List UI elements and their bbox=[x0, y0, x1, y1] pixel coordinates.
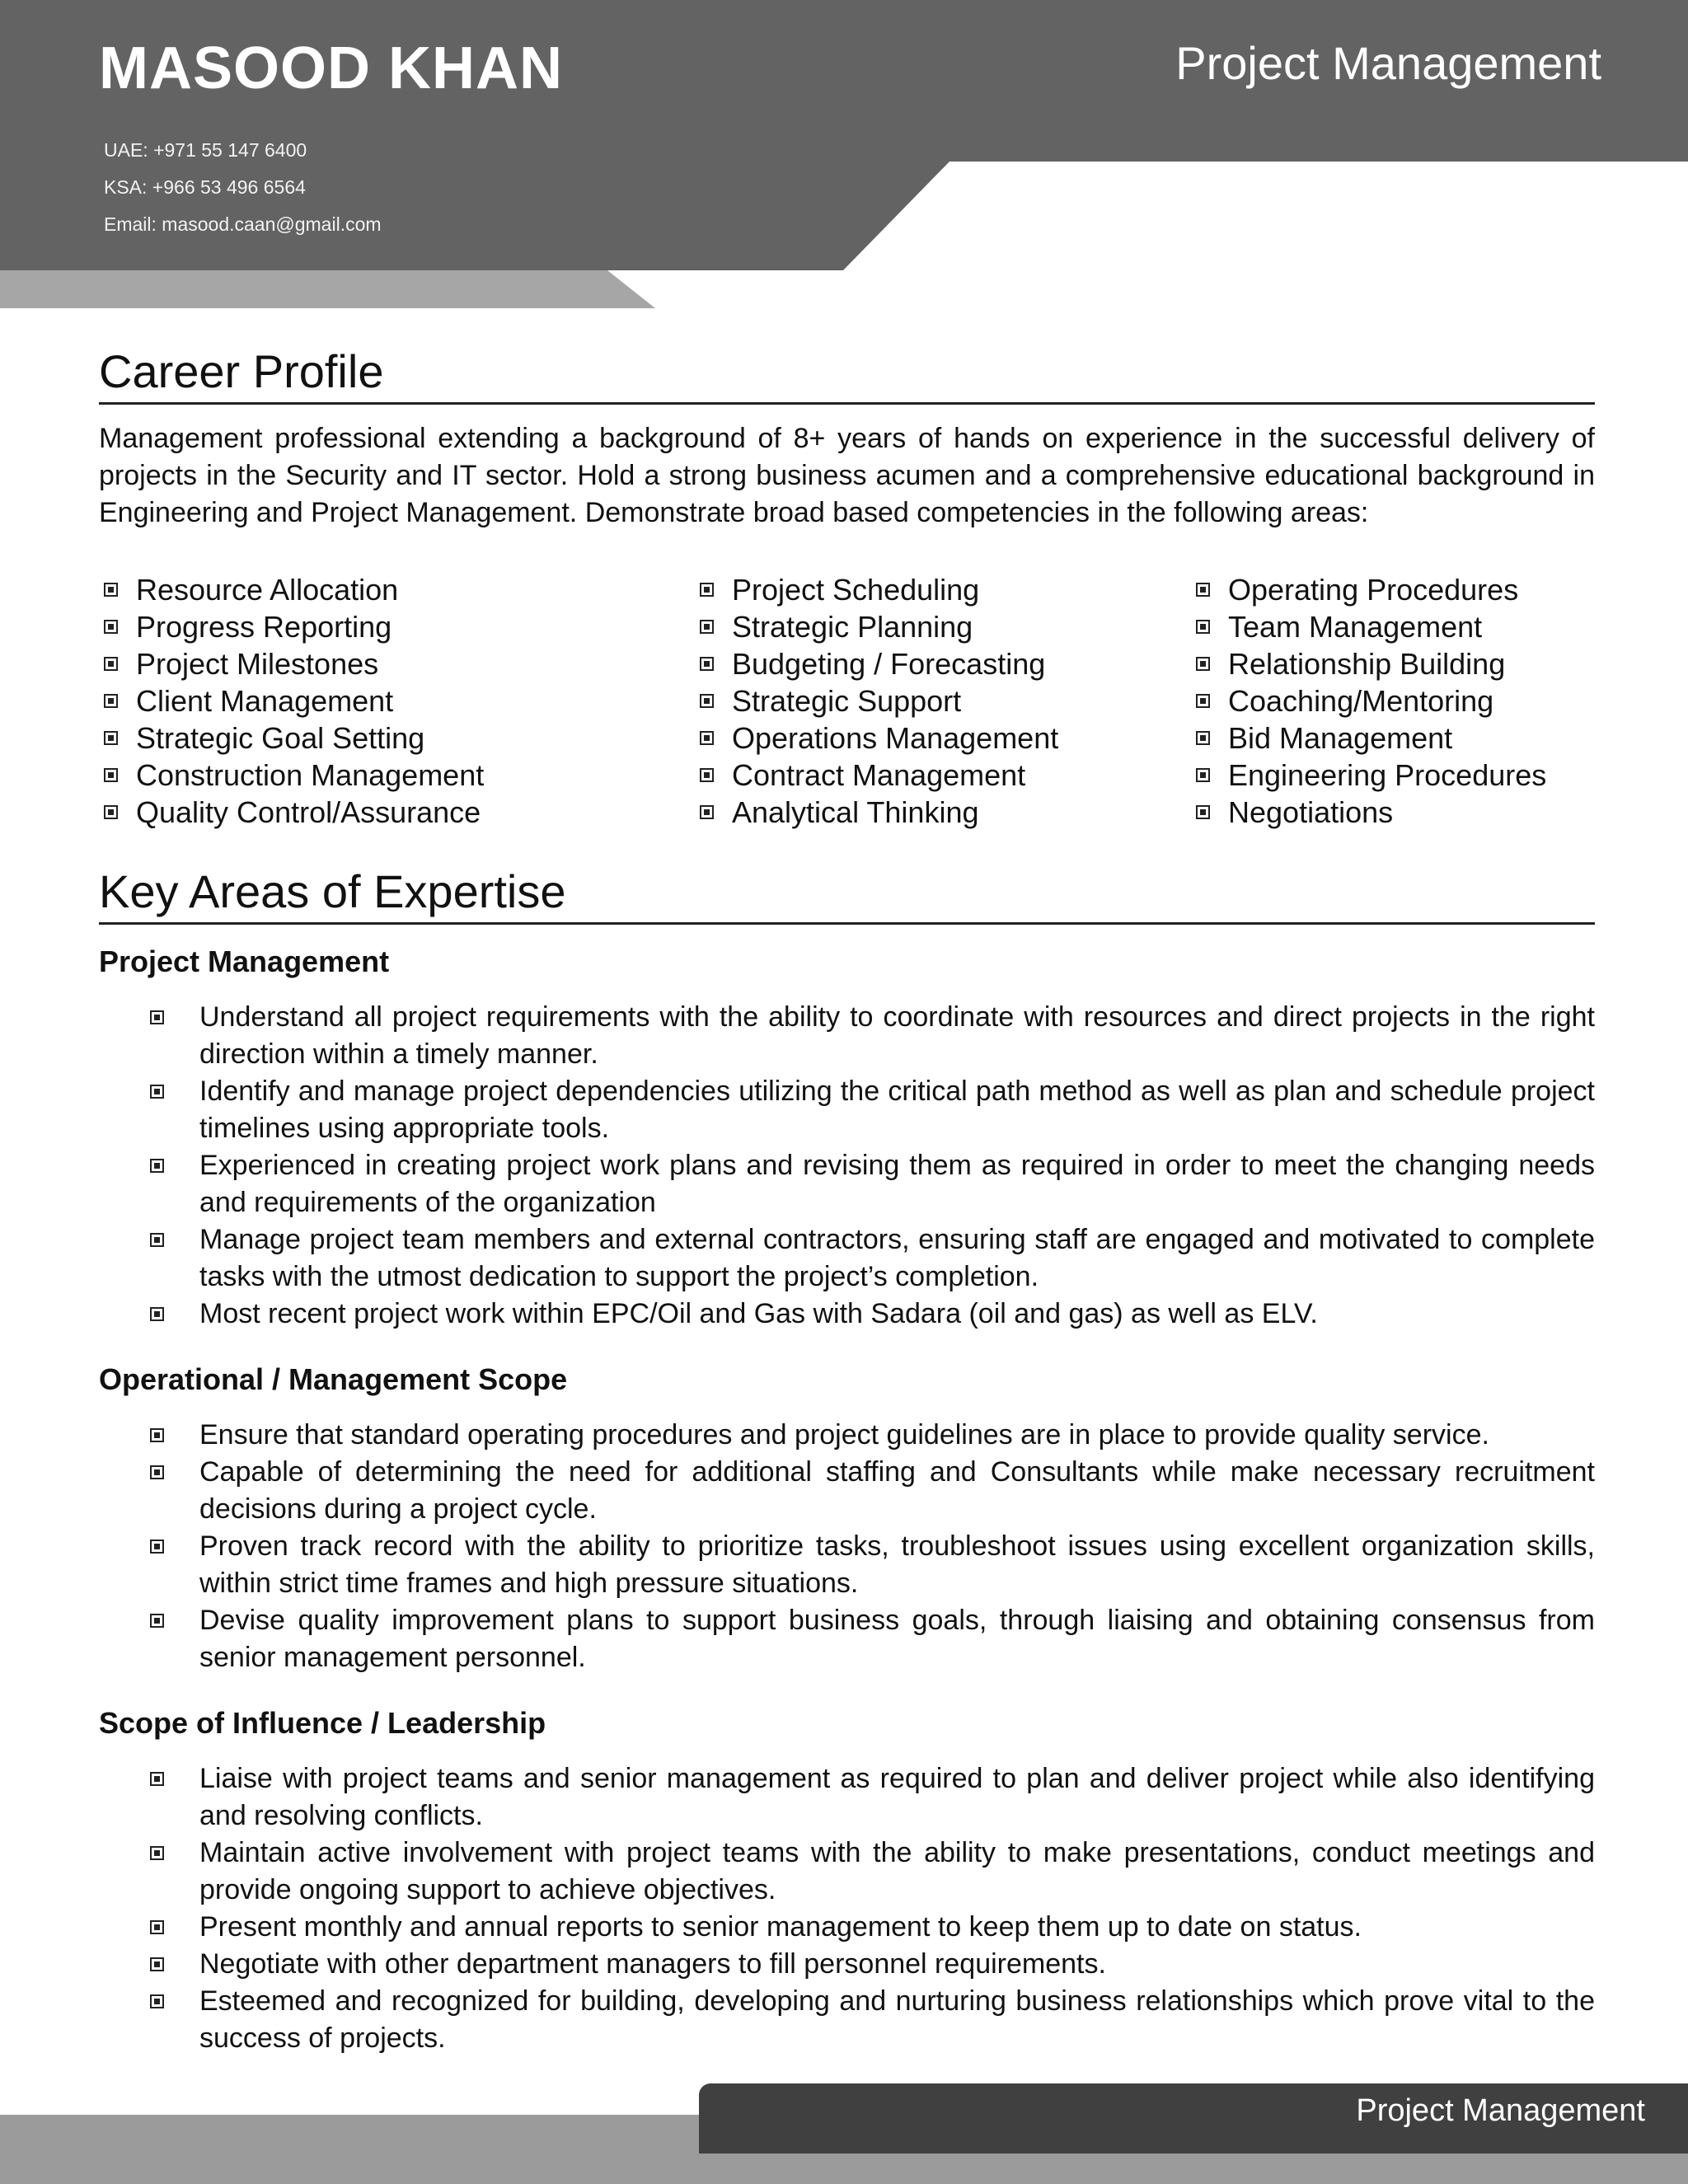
subheading-scope-of-influence: Scope of Influence / Leadership bbox=[99, 1706, 546, 1740]
competency-column-2 bbox=[700, 571, 1058, 831]
career-profile-paragraph: Management professional extending a background of 8+ years of hands on experience in the successful delivery of projects in the Security and IT sector. Hold a strong business acumen and a comprehensive educational background in Engineering and Project Management. Demonstrate broad based competencies in the following areas: bbox=[99, 423, 1595, 528]
competency-item: Strategic Support bbox=[700, 682, 1058, 719]
square-bullet-icon bbox=[700, 583, 714, 597]
square-bullet-icon bbox=[700, 731, 714, 745]
square-bullet-icon bbox=[150, 1614, 164, 1628]
square-bullet-icon bbox=[150, 1465, 164, 1479]
list-item: Understand all project requirements with the ability to coordinate with resources and direct projects in the right direction within a timely manner. bbox=[150, 999, 1595, 1073]
competency-item: Strategic Planning bbox=[700, 608, 1058, 645]
square-bullet-icon bbox=[104, 805, 118, 819]
square-bullet-icon bbox=[1196, 694, 1210, 708]
competency-item: Negotiations bbox=[1196, 794, 1546, 831]
square-bullet-icon bbox=[104, 768, 118, 782]
square-bullet-icon bbox=[1196, 583, 1210, 597]
square-bullet-icon bbox=[150, 1233, 164, 1247]
list-item: Manage project team members and external contractors, ensuring staff are engaged and motivated to complete tasks with the utmost dedication to support the project’s completion. bbox=[150, 1221, 1595, 1296]
competency-item: Quality Control/Assurance bbox=[104, 794, 484, 831]
square-bullet-icon bbox=[150, 1846, 164, 1860]
contact-block bbox=[104, 132, 382, 243]
competency-column-1 bbox=[104, 571, 484, 831]
competency-item: Analytical Thinking bbox=[700, 794, 1058, 831]
competency-item: Construction Management bbox=[104, 757, 484, 794]
competency-column-3 bbox=[1196, 571, 1546, 831]
list-item: Experienced in creating project work plans and revising them as required in order to meet the changing needs and requirements of the organization bbox=[150, 1147, 1595, 1221]
competency-item: Contract Management bbox=[700, 757, 1058, 794]
subheading-project-management: Project Management bbox=[99, 944, 390, 978]
square-bullet-icon bbox=[150, 1920, 164, 1934]
key-areas-heading: Key Areas of Expertise bbox=[99, 865, 1595, 925]
competency-item: Operating Procedures bbox=[1196, 571, 1546, 608]
square-bullet-icon bbox=[700, 805, 714, 819]
competency-item: Coaching/Mentoring bbox=[1196, 682, 1546, 719]
square-bullet-icon bbox=[150, 1085, 164, 1099]
career-profile-heading: Career Profile bbox=[99, 344, 1595, 405]
square-bullet-icon bbox=[700, 694, 714, 708]
competency-item: Budgeting / Forecasting bbox=[700, 645, 1058, 682]
square-bullet-icon bbox=[150, 1428, 164, 1442]
list-item: Most recent project work within EPC/Oil and Gas with Sadara (oil and gas) as well as ELV. bbox=[150, 1296, 1595, 1333]
square-bullet-icon bbox=[1196, 731, 1210, 745]
list-item: Ensure that standard operating procedures and project guidelines are in place to provide quality service. bbox=[150, 1417, 1595, 1454]
square-bullet-icon bbox=[1196, 620, 1210, 634]
square-bullet-icon bbox=[104, 657, 118, 671]
competency-item: Bid Management bbox=[1196, 719, 1546, 757]
list-item: Esteemed and recognized for building, developing and nurturing business relationships which prove vital to the success of projects. bbox=[150, 1983, 1595, 2057]
square-bullet-icon bbox=[104, 694, 118, 708]
square-bullet-icon bbox=[104, 620, 118, 634]
list-item: Proven track record with the ability to prioritize tasks, troubleshoot issues using excellent organization skills, within strict time frames and high pressure situations. bbox=[150, 1528, 1595, 1602]
list-item: Present monthly and annual reports to senior management to keep them up to date on status. bbox=[150, 1909, 1595, 1946]
list-item: Negotiate with other department managers to fill personnel requirements. bbox=[150, 1946, 1595, 1983]
header-light-band bbox=[0, 270, 655, 308]
square-bullet-icon bbox=[104, 731, 118, 745]
square-bullet-icon bbox=[1196, 768, 1210, 782]
competency-item: Progress Reporting bbox=[104, 608, 484, 645]
square-bullet-icon bbox=[150, 1159, 164, 1173]
square-bullet-icon bbox=[150, 1994, 164, 2008]
square-bullet-icon bbox=[150, 1010, 164, 1024]
contact-email: Email: masood.caan@gmail.com bbox=[104, 213, 382, 235]
competency-item: Engineering Procedures bbox=[1196, 757, 1546, 794]
subheading-operational-scope: Operational / Management Scope bbox=[99, 1362, 568, 1396]
operational-scope-list bbox=[150, 1417, 1595, 1676]
contact-uae-phone: UAE: +971 55 147 6400 bbox=[104, 139, 307, 161]
project-management-list bbox=[150, 999, 1595, 1333]
competency-item: Strategic Goal Setting bbox=[104, 719, 484, 757]
square-bullet-icon bbox=[700, 657, 714, 671]
list-item: Capable of determining the need for additional staffing and Consultants while make necessary recruitment decisions during a project cycle. bbox=[150, 1454, 1595, 1528]
square-bullet-icon bbox=[700, 620, 714, 634]
competency-item: Project Scheduling bbox=[700, 571, 1058, 608]
square-bullet-icon bbox=[700, 768, 714, 782]
competency-item: Relationship Building bbox=[1196, 645, 1546, 682]
competency-item: Team Management bbox=[1196, 608, 1546, 645]
competency-item: Resource Allocation bbox=[104, 571, 484, 608]
list-item: Devise quality improvement plans to support business goals, through liaising and obtaining consensus from senior management personnel. bbox=[150, 1602, 1595, 1676]
list-item: Liaise with project teams and senior management as required to plan and deliver project while also identifying and resolving conflicts. bbox=[150, 1760, 1595, 1835]
square-bullet-icon bbox=[150, 1772, 164, 1786]
list-item: Maintain active involvement with project teams with the ability to make presentations, conduct meetings and provide ongoing support to achieve objectives. bbox=[150, 1835, 1595, 1909]
square-bullet-icon bbox=[104, 583, 118, 597]
square-bullet-icon bbox=[150, 1307, 164, 1321]
leadership-list bbox=[150, 1760, 1595, 2057]
competency-item: Operations Management bbox=[700, 719, 1058, 757]
square-bullet-icon bbox=[1196, 657, 1210, 671]
square-bullet-icon bbox=[150, 1540, 164, 1554]
square-bullet-icon bbox=[150, 1957, 164, 1971]
header-job-title: Project Management bbox=[1175, 37, 1601, 89]
competency-item: Project Milestones bbox=[104, 645, 484, 682]
competency-item: Client Management bbox=[104, 682, 484, 719]
footer-label: Project Management bbox=[1356, 2093, 1645, 2128]
candidate-name: MASOOD KHAN bbox=[99, 35, 563, 101]
square-bullet-icon bbox=[1196, 805, 1210, 819]
contact-ksa-phone: KSA: +966 53 496 6564 bbox=[104, 176, 306, 198]
list-item: Identify and manage project dependencies utilizing the critical path method as well as plan and schedule project timelines using appropriate tools. bbox=[150, 1073, 1595, 1147]
